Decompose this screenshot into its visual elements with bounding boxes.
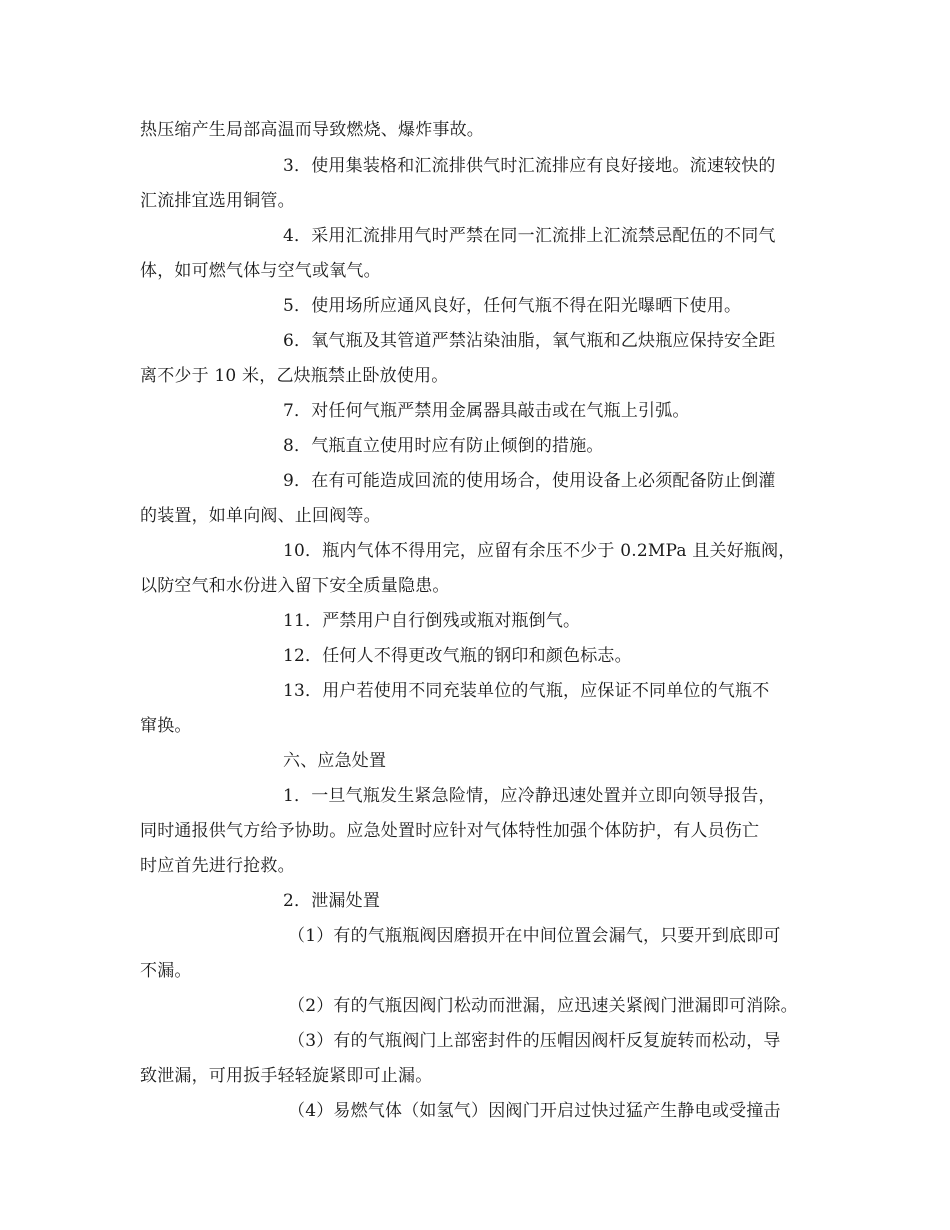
text-line: 窜换。: [140, 716, 192, 736]
text-line: 离不少于 10 米，乙炔瓶禁止卧放使用。: [140, 366, 449, 386]
list-item-9: 9．在有可能造成回流的使用场合，使用设备上必须配备防止倒灌: [283, 471, 776, 491]
text-line: 不漏。: [140, 961, 192, 981]
text-line: 致泄漏，可用扳手轻轻旋紧即可止漏。: [140, 1066, 433, 1086]
sub-item-1: （1）有的气瓶瓶阀因磨损开在中间位置会漏气，只要开到底即可: [288, 926, 781, 946]
text-line: 时应首先进行抢救。: [140, 856, 295, 876]
section-heading: 六、应急处置: [283, 751, 387, 771]
list-item-7: 7．对任何气瓶严禁用金属器具敲击或在气瓶上引弧。: [283, 401, 690, 421]
list-item-11: 11．严禁用户自行倒残或瓶对瓶倒气。: [283, 611, 581, 631]
list-item-2: 2．泄漏处置: [283, 891, 381, 911]
sub-item-4: （4）易燃气体（如氢气）因阀门开启过快过猛产生静电或受撞击: [288, 1101, 781, 1121]
list-item-12: 12．任何人不得更改气瓶的钢印和颜色标志。: [283, 646, 632, 666]
text-line: 热压缩产生局部高温而导致燃烧、爆炸事故。: [140, 120, 484, 140]
list-item-13: 13．用户若使用不同充装单位的气瓶，应保证不同单位的气瓶不: [283, 681, 770, 701]
sub-item-2: （2）有的气瓶因阀门松动而泄漏，应迅速关紧阀门泄漏即可消除。: [288, 996, 798, 1016]
list-item-5: 5．使用场所应通风良好，任何气瓶不得在阳光曝晒下使用。: [283, 296, 742, 316]
list-item-6: 6．氧气瓶及其管道严禁沾染油脂，氧气瓶和乙炔瓶应保持安全距: [283, 331, 776, 351]
list-item-3: 3．使用集装格和汇流排供气时汇流排应有良好接地。流速较快的: [283, 156, 776, 176]
text-line: 的装置，如单向阀、止回阀等。: [140, 506, 381, 526]
list-item-4: 4．采用汇流排用气时严禁在同一汇流排上汇流禁忌配伍的不同气: [283, 226, 776, 246]
list-item-1: 1．一旦气瓶发生紧急险情，应冷静迅速处置并立即向领导报告，: [283, 786, 776, 806]
text-line: 同时通报供气方给予协助。应急处置时应针对气体特性加强个体防护，有人员伤亡: [140, 821, 760, 841]
list-item-10: 10．瓶内气体不得用完，应留有余压不少于 0.2MPa 且关好瓶阀，: [283, 541, 796, 561]
sub-item-3: （3）有的气瓶阀门上部密封件的压帽因阀杆反复旋转而松动，导: [288, 1031, 781, 1051]
text-line: 以防空气和水份进入留下安全质量隐患。: [140, 576, 450, 596]
text-line: 汇流排宜选用铜管。: [140, 191, 295, 211]
list-item-8: 8．气瓶直立使用时应有防止倾倒的措施。: [283, 436, 604, 456]
text-line: 体，如可燃气体与空气或氧气。: [140, 261, 381, 281]
